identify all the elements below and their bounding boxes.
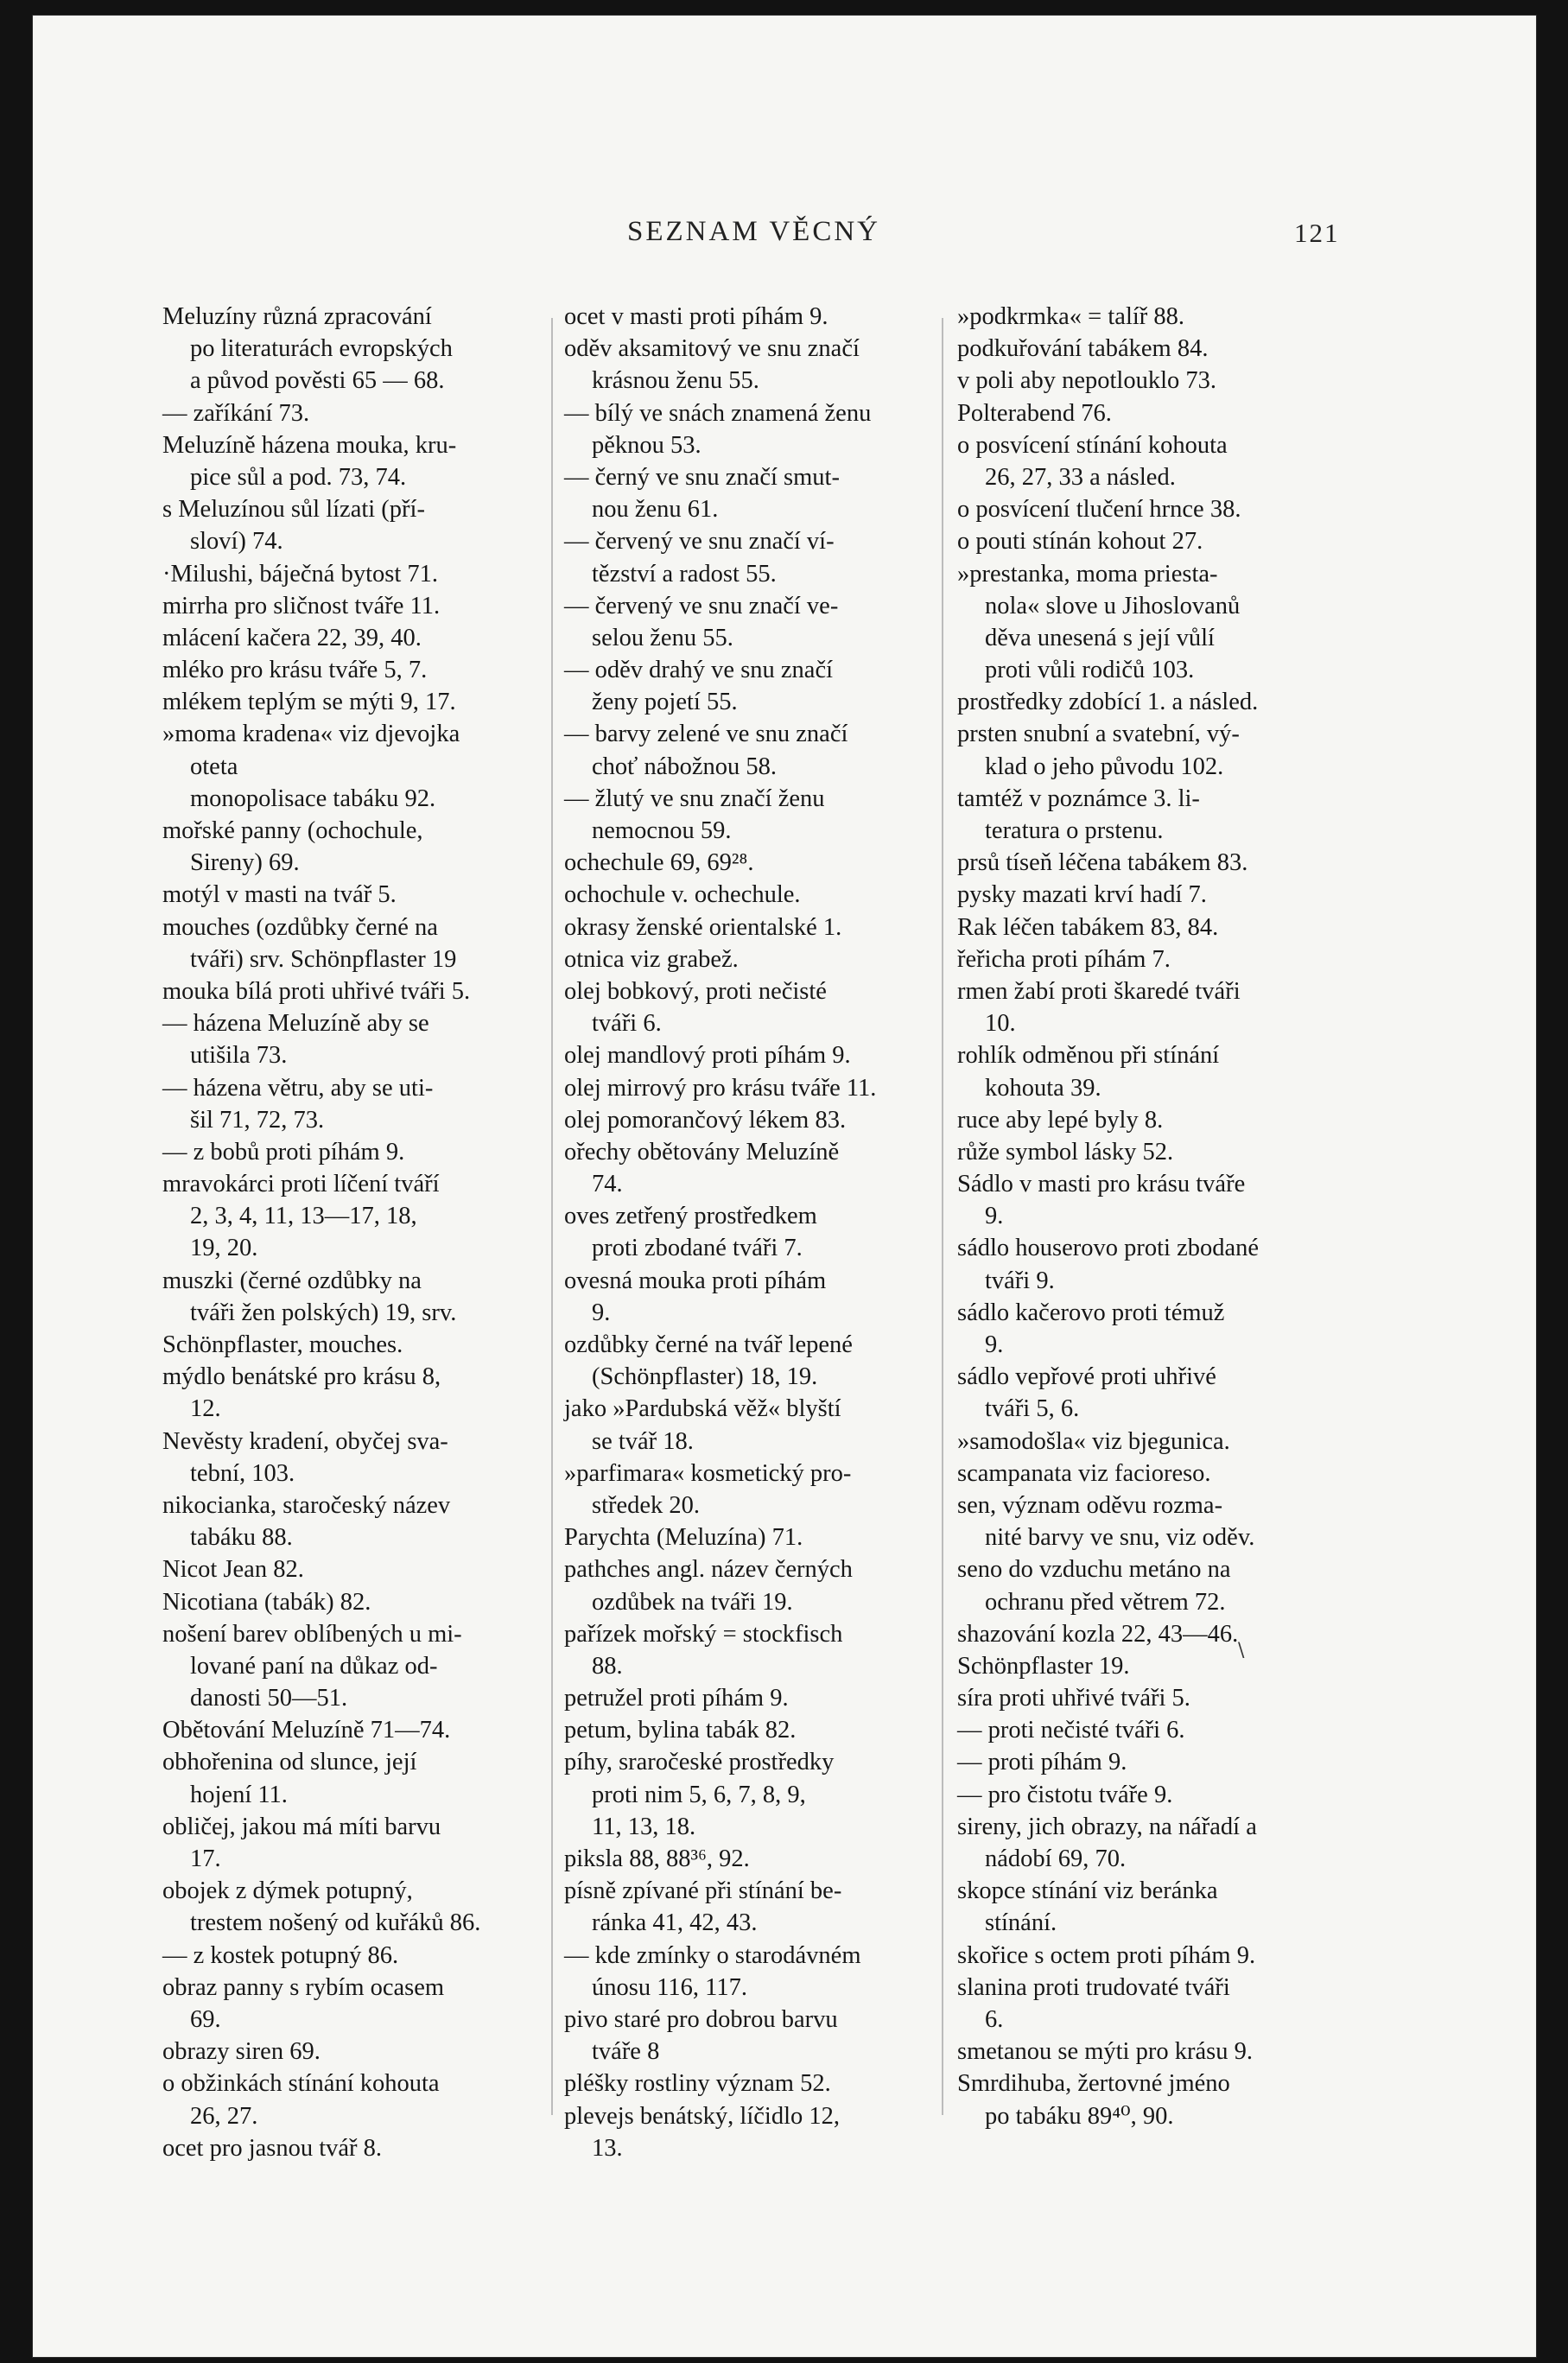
- index-line: prostředky zdobící 1. a násled.: [957, 689, 1259, 716]
- index-line: — házena větru, aby se uti-: [162, 1074, 434, 1102]
- index-line: mýdlo benátské pro krásu 8,: [162, 1363, 441, 1391]
- index-line: mořské panny (ochochule,: [162, 817, 423, 844]
- index-line: skořice s octem proti píhám 9.: [957, 1941, 1256, 1969]
- index-line: olej mandlový proti píhám 9.: [564, 1042, 851, 1070]
- index-line: 26, 27.: [190, 2102, 258, 2130]
- index-line: tváři 9.: [985, 1267, 1055, 1294]
- index-line: děva unesená s její vůlí: [985, 624, 1215, 651]
- index-line: tváři 6.: [592, 1010, 662, 1038]
- index-line: sádlo vepřové proti uhřivé: [957, 1363, 1216, 1391]
- index-line: oteta: [190, 753, 238, 780]
- index-line: muszki (černé ozdůbky na: [162, 1267, 422, 1294]
- index-line: nola« slove u Jihoslovanů: [985, 592, 1241, 619]
- index-line: ránka 41, 42, 43.: [592, 1909, 758, 1937]
- index-line: růže symbol lásky 52.: [957, 1138, 1174, 1166]
- index-line: středek 20.: [592, 1491, 701, 1519]
- index-line: 19, 20.: [190, 1235, 258, 1262]
- index-line: 2, 3, 4, 11, 13—17, 18,: [190, 1203, 417, 1230]
- index-line: Polterabend 76.: [957, 399, 1112, 427]
- index-line: Schönpflaster 19.: [957, 1652, 1130, 1680]
- index-line: okrasy ženské orientalské 1.: [564, 913, 842, 941]
- index-line: tební, 103.: [190, 1459, 295, 1487]
- index-line: — červený ve snu značí ví-: [564, 528, 835, 556]
- index-line: 88.: [592, 1652, 623, 1680]
- index-line: 69.: [190, 2005, 221, 2033]
- index-line: smetanou se mýti pro krásu 9.: [957, 2038, 1253, 2066]
- index-line: řeřicha proti píhám 7.: [957, 945, 1171, 973]
- index-line: ženy pojetí 55.: [592, 689, 738, 716]
- index-line: 9.: [592, 1299, 611, 1326]
- index-line: — z bobů proti píhám 9.: [162, 1138, 405, 1166]
- index-line: nité barvy ve snu, viz oděv.: [985, 1524, 1255, 1552]
- index-line: — zaříkání 73.: [162, 399, 310, 427]
- index-line: »prestanka, moma priesta-: [957, 560, 1218, 588]
- index-line: sen, význam oděvu rozma-: [957, 1491, 1223, 1519]
- index-line: tváři 5, 6.: [985, 1395, 1080, 1423]
- index-line: tězství a radost 55.: [592, 560, 777, 588]
- index-line: slanina proti trudovaté tváři: [957, 1973, 1230, 2001]
- index-line: o posvícení tlučení hrnce 38.: [957, 496, 1241, 524]
- index-line: 13.: [592, 2134, 623, 2162]
- index-line: tváře 8: [592, 2038, 660, 2066]
- index-line: hojení 11.: [190, 1781, 288, 1808]
- index-line: a původ pověsti 65 — 68.: [190, 367, 445, 395]
- index-line: pléšky rostliny význam 52.: [564, 2070, 831, 2098]
- index-line: — oděv drahý ve snu značí: [564, 657, 834, 684]
- index-line: mravokárci proti líčení tváří: [162, 1171, 440, 1198]
- index-line: mlácení kačera 22, 39, 40.: [162, 624, 422, 651]
- index-line: Nevěsty kradení, obyčej sva-: [162, 1427, 448, 1455]
- index-line: mouches (ozdůbky černé na: [162, 913, 438, 941]
- index-line: s Meluzínou sůl lízati (pří-: [162, 496, 425, 524]
- page-number: 121: [1294, 218, 1340, 248]
- index-line: kohouta 39.: [985, 1074, 1101, 1102]
- index-line: teratura o prstenu.: [985, 817, 1164, 844]
- index-line: pice sůl a pod. 73, 74.: [190, 463, 407, 491]
- index-line: (Schönpflaster) 18, 19.: [592, 1363, 818, 1391]
- index-line: únosu 116, 117.: [592, 1973, 747, 2001]
- index-line: mléko pro krásu tváře 5, 7.: [162, 657, 428, 684]
- index-line: petum, bylina tabák 82.: [564, 1717, 797, 1744]
- index-line: scampanata viz facioreso.: [957, 1459, 1211, 1487]
- index-line: obrazy siren 69.: [162, 2038, 321, 2066]
- index-line: nemocnou 59.: [592, 817, 732, 844]
- index-line: obhořenina od slunce, její: [162, 1749, 417, 1776]
- index-line: petružel proti píhám 9.: [564, 1685, 789, 1712]
- index-line: tváři) srv. Schönpflaster 19: [190, 945, 457, 973]
- index-line: olej bobkový, proti nečisté: [564, 977, 827, 1005]
- index-line: Parychta (Meluzína) 71.: [564, 1524, 803, 1552]
- index-line: — kde zmínky o starodávném: [564, 1941, 861, 1969]
- index-line: utišila 73.: [190, 1042, 288, 1070]
- index-line: danosti 50—51.: [190, 1685, 348, 1712]
- index-line: proti zbodané tváři 7.: [592, 1235, 803, 1262]
- index-line: nádobí 69, 70.: [985, 1845, 1127, 1872]
- index-line: mouka bílá proti uhřivé tváři 5.: [162, 977, 471, 1005]
- index-line: — žlutý ve snu značí ženu: [564, 784, 825, 812]
- index-line: Obětování Meluzíně 71—74.: [162, 1717, 451, 1744]
- index-line: — černý ve snu značí smut-: [564, 463, 840, 491]
- index-line: olej mirrový pro krásu tváře 11.: [564, 1074, 877, 1102]
- index-line: ochechule 69, 69²⁸.: [564, 849, 754, 877]
- index-line: skopce stínání viz beránka: [957, 1877, 1218, 1905]
- index-line: sádlo kačerovo proti témuž: [957, 1299, 1225, 1326]
- index-line: choť nábožnou 58.: [592, 753, 778, 780]
- index-line: — červený ve snu značí ve-: [564, 592, 839, 619]
- index-line: ořechy obětovány Meluzíně: [564, 1138, 840, 1166]
- index-line: 9.: [985, 1331, 1004, 1358]
- stray-mark: \: [1238, 1640, 1245, 1661]
- index-line: 11, 13, 18.: [592, 1813, 696, 1840]
- index-column-3: [957, 301, 1381, 2132]
- index-line: seno do vzduchu metáno na: [957, 1556, 1231, 1584]
- index-line: ·Milushi, báječná bytost 71.: [162, 560, 438, 588]
- index-line: tváři žen polských) 19, srv.: [190, 1299, 457, 1326]
- index-line: olej pomorančový lékem 83.: [564, 1106, 847, 1134]
- index-line: po literaturách evropských: [190, 335, 453, 363]
- index-line: proti nim 5, 6, 7, 8, 9,: [592, 1781, 806, 1808]
- index-line: prsů tíseň léčena tabákem 83.: [957, 849, 1248, 877]
- index-line: Meluzíny různá zpracování: [162, 303, 432, 330]
- index-line: piksla 88, 88³⁶, 92.: [564, 1845, 750, 1872]
- index-line: o posvícení stínání kohouta: [957, 431, 1228, 459]
- index-line: krásnou ženu 55.: [592, 367, 759, 395]
- index-line: jako »Pardubská věž« blyští: [564, 1395, 841, 1423]
- index-line: Smrdihuba, žertovné jméno: [957, 2070, 1230, 2098]
- index-line: ozdůbky černé na tvář lepené: [564, 1331, 853, 1358]
- index-line: pařízek mořský = stockfisch: [564, 1620, 843, 1648]
- index-column-2: [564, 301, 974, 2164]
- index-line: Meluzíně házena mouka, kru-: [162, 431, 457, 459]
- index-line: Schönpflaster, mouches.: [162, 1331, 403, 1358]
- index-line: 74.: [592, 1171, 623, 1198]
- index-line: — barvy zelené ve snu značí: [564, 721, 848, 748]
- index-line: »moma kradena« viz djevojka: [162, 721, 460, 748]
- index-line: oves zetřený prostředkem: [564, 1203, 817, 1230]
- index-line: sádlo houserovo proti zbodané: [957, 1235, 1260, 1262]
- index-line: pěknou 53.: [592, 431, 701, 459]
- index-line: ruce aby lepé byly 8.: [957, 1106, 1164, 1134]
- index-line: obraz panny s rybím ocasem: [162, 1973, 445, 2001]
- index-line: — proti píhám 9.: [957, 1749, 1127, 1776]
- index-line: mlékem teplým se mýti 9, 17.: [162, 689, 456, 716]
- page-title: SEZNAM VĚCNÝ: [627, 216, 880, 247]
- index-line: — házena Meluzíně aby se: [162, 1010, 429, 1038]
- index-line: o pouti stínán kohout 27.: [957, 528, 1203, 556]
- index-line: klad o jeho původu 102.: [985, 753, 1224, 780]
- index-line: o obžinkách stínání kohouta: [162, 2070, 440, 2098]
- index-line: — z kostek potupný 86.: [162, 1941, 399, 1969]
- index-line: »podkrmka« = talíř 88.: [957, 303, 1185, 330]
- index-line: Rak léčen tabákem 83, 84.: [957, 913, 1219, 941]
- index-line: ochranu před větrem 72.: [985, 1588, 1226, 1616]
- index-line: Nicot Jean 82.: [162, 1556, 304, 1584]
- index-line: sireny, jich obrazy, na nářadí a: [957, 1813, 1257, 1840]
- index-line: rohlík odměnou při stínání: [957, 1042, 1220, 1070]
- index-line: Sireny) 69.: [190, 849, 300, 877]
- index-line: nou ženu 61.: [592, 496, 719, 524]
- index-line: obličej, jakou má míti barvu: [162, 1813, 441, 1840]
- index-line: otnica viz grabež.: [564, 945, 739, 973]
- index-line: prsten snubní a svatební, vý-: [957, 721, 1240, 748]
- index-line: trestem nošený od kuřáků 86.: [190, 1909, 481, 1937]
- page-header: [33, 204, 1536, 256]
- index-line: »parfimara« kosmetický pro-: [564, 1459, 852, 1487]
- index-line: pysky mazati krví hadí 7.: [957, 881, 1207, 909]
- index-line: po tabáku 89⁴⁰, 90.: [985, 2102, 1174, 2130]
- index-line: ocet v masti proti píhám 9.: [564, 303, 828, 330]
- index-line: v poli aby nepotlouklo 73.: [957, 367, 1217, 395]
- index-line: Sádlo v masti pro krásu tváře: [957, 1171, 1246, 1198]
- index-line: 10.: [985, 1010, 1016, 1038]
- index-line: tamtéž v poznámce 3. li-: [957, 784, 1200, 812]
- index-line: plevejs benátský, líčidlo 12,: [564, 2102, 840, 2130]
- index-line: sloví) 74.: [190, 528, 283, 556]
- index-line: oděv aksamitový ve snu značí: [564, 335, 860, 363]
- index-line: — proti nečisté tváři 6.: [957, 1717, 1185, 1744]
- index-line: shazování kozla 22, 43—46.: [957, 1620, 1239, 1648]
- index-line: monopolisace tabáku 92.: [190, 784, 436, 812]
- index-line: ovesná mouka proti píhám: [564, 1267, 827, 1294]
- index-line: šil 71, 72, 73.: [190, 1106, 325, 1134]
- index-line: ocet pro jasnou tvář 8.: [162, 2134, 383, 2162]
- index-line: ochochule v. ochechule.: [564, 881, 801, 909]
- index-column-1: [162, 301, 586, 2164]
- index-line: stínání.: [985, 1909, 1057, 1937]
- index-line: nikocianka, staročeský název: [162, 1491, 451, 1519]
- index-line: 12.: [190, 1395, 221, 1423]
- index-line: podkuřování tabákem 84.: [957, 335, 1209, 363]
- index-line: 6.: [985, 2005, 1004, 2033]
- index-line: »samodošla« viz bjegunica.: [957, 1427, 1230, 1455]
- index-line: pathches angl. název černých: [564, 1556, 853, 1584]
- index-line: píhy, sraročeské prostředky: [564, 1749, 835, 1776]
- index-line: proti vůli rodičů 103.: [985, 657, 1195, 684]
- index-line: Nicotiana (tabák) 82.: [162, 1588, 371, 1616]
- index-line: rmen žabí proti škaredé tváři: [957, 977, 1241, 1005]
- index-line: 26, 27, 33 a násled.: [985, 463, 1176, 491]
- index-line: selou ženu 55.: [592, 624, 733, 651]
- index-line: motýl v masti na tvář 5.: [162, 881, 397, 909]
- index-line: nošení barev oblíbených u mi-: [162, 1620, 462, 1648]
- index-line: obojek z dýmek potupný,: [162, 1877, 413, 1905]
- index-line: ozdůbek na tváři 19.: [592, 1588, 793, 1616]
- index-line: — bílý ve snách znamená ženu: [564, 399, 872, 427]
- index-line: lované paní na důkaz od-: [190, 1652, 438, 1680]
- index-line: 17.: [190, 1845, 221, 1872]
- index-line: se tvář 18.: [592, 1427, 694, 1455]
- index-line: — pro čistotu tváře 9.: [957, 1781, 1173, 1808]
- book-page: [33, 16, 1536, 2357]
- index-line: 9.: [985, 1203, 1004, 1230]
- index-line: síra proti uhřivé tváři 5.: [957, 1685, 1190, 1712]
- index-line: pivo staré pro dobrou barvu: [564, 2005, 838, 2033]
- index-line: písně zpívané při stínání be-: [564, 1877, 842, 1905]
- index-line: mirrha pro sličnost tváře 11.: [162, 592, 441, 619]
- index-line: tabáku 88.: [190, 1524, 293, 1552]
